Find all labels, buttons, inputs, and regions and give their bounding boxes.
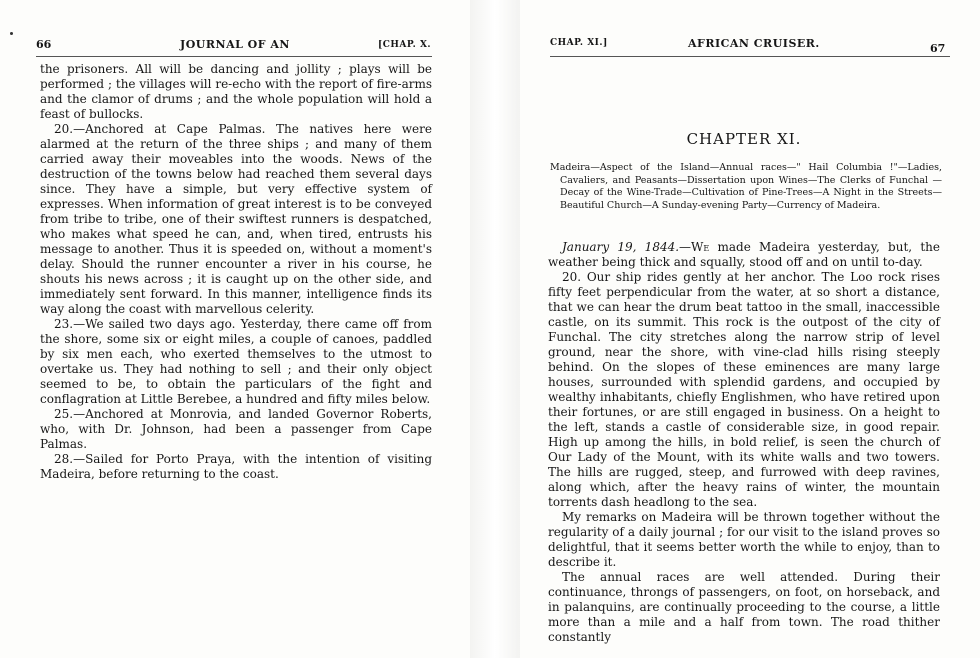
left-paragraph: the prisoners. All will be dancing and jollity ; plays will be performed ; the villages will re-echo with the report of fire-arms and the clamor of drums ; and the whole population will hold a feast of bullocks. — [40, 62, 432, 121]
entry-dash: — — [679, 240, 692, 254]
right-paragraph: My remarks on Madeira will be thrown together without the regularity of a daily journal ; for our visit to the island proves so delightful, that it seems better worth the while to enjoy, than to describe it. — [548, 510, 940, 569]
left-chapter-label: [CHAP. X. — [378, 40, 432, 50]
left-page-number: 66 — [36, 38, 52, 51]
right-paragraph: 20. Our ship rides gently at her anchor. The Loo rock rises fifty feet perpendicular from the water, at so short a distance, that we can hear the drum beat tattoo in the small, inaccessible castle, on its summit. This rock is the outpost of the city of Funchal. The city stretches along the narrow strip of level ground, near the shore, with vine-clad hills rising steeply behind. On the slopes of these eminences are many large houses, surrounded with splendid gardens, and occupied by wealthy inhabitants, chiefly Englishmen, who have retired upon their fortunes, or are still engaged in business. On a height to the left, stands a castle of considerable size, in good repair. High up among the hills, in bold relief, is seen the church of Our Lady of the Mount, with its white walls and two towers. The hills are rugged, steep, and furrowed with deep ravines, along which, after the heavy rains of winter, the mountain torrents dash headlong to the sea. — [548, 270, 940, 509]
left-paragraph: 20.—Anchored at Cape Palmas. The natives here were alarmed at the return of the three ships ; and many of them carried away their moveables into the woods. News of the destruction of the towns below had reached them several days since. They have a simple, but very effective system of expresses. When information of great interest is to be conveyed from tribe to tribe, one of their swiftest runners is despatched, who makes what speed he can, and, when tired, entrusts his message to another. Thus it is speeded on, without a moment's delay. Should the runner encounter a river in his course, he shouts his news across ; it is caught up on the other side, and immediately sent forward. In this manner, intelligence finds its way along the coast with marvellous celerity. — [40, 122, 432, 316]
right-page-number: 67 — [930, 42, 946, 55]
right-header-rule — [550, 56, 950, 57]
entry-date: January 19, 1844. — [562, 240, 680, 254]
right-page-body — [548, 240, 940, 645]
book-gutter — [470, 0, 520, 658]
left-paragraph: 25.—Anchored at Monrovia, and landed Governor Roberts, who, with Dr. Johnson, had been a passenger from Cape Palmas. — [40, 407, 432, 451]
entry-text: made Madeira yesterday, but, the weather being thick and squally, stood off and on until to-day. — [548, 240, 940, 269]
entry-first-word: We — [691, 240, 710, 254]
right-chapter-label: CHAP. XI.] — [550, 38, 608, 48]
left-paragraph: 28.—Sailed for Porto Praya, with the intention of visiting Madeira, before returning to the coast. — [40, 452, 432, 481]
right-page-header — [520, 38, 980, 54]
left-paragraph: 23.—We sailed two days ago. Yesterday, there came off from the shore, some six or eight miles, a couple of canoes, paddled by six men each, who exerted themselves to the utmost to overtake us. They had nothing to sell ; and their only object seemed to be, to obtain the particulars of the fight and conflagration at Little Berebee, a hundred and fifty miles below. — [40, 317, 432, 406]
left-page — [0, 0, 470, 658]
right-paragraph: The annual races are well attended. During their continuance, throngs of passengers, on foot, on horseback, and in palanquins, are continually proceeding to the course, a little more than a mile and a half from town. The road thither constantly — [548, 570, 940, 644]
right-running-title: AFRICAN CRUISER. — [688, 37, 820, 50]
right-page — [520, 0, 980, 658]
left-header-rule — [36, 56, 432, 57]
left-page-body — [40, 62, 432, 482]
left-page-header — [0, 38, 470, 54]
opening-paragraph — [548, 240, 940, 270]
chapter-heading: CHAPTER XI. — [686, 130, 802, 148]
left-running-title: JOURNAL OF AN — [180, 38, 290, 51]
chapter-synopsis — [550, 162, 942, 212]
chapter-synopsis-text: Madeira—Aspect of the Island—Annual races—" Hail Columbia !"—Ladies, Cavaliers, and Peasants—Dissertation upon Wines—The Clerks of Funchal —Decay of the Wine-Trade—Cultivation of Pine-Trees—A Night in the Streets—Beautiful Church—A Sunday-evening Party—Currency of Madeira. — [550, 162, 942, 211]
